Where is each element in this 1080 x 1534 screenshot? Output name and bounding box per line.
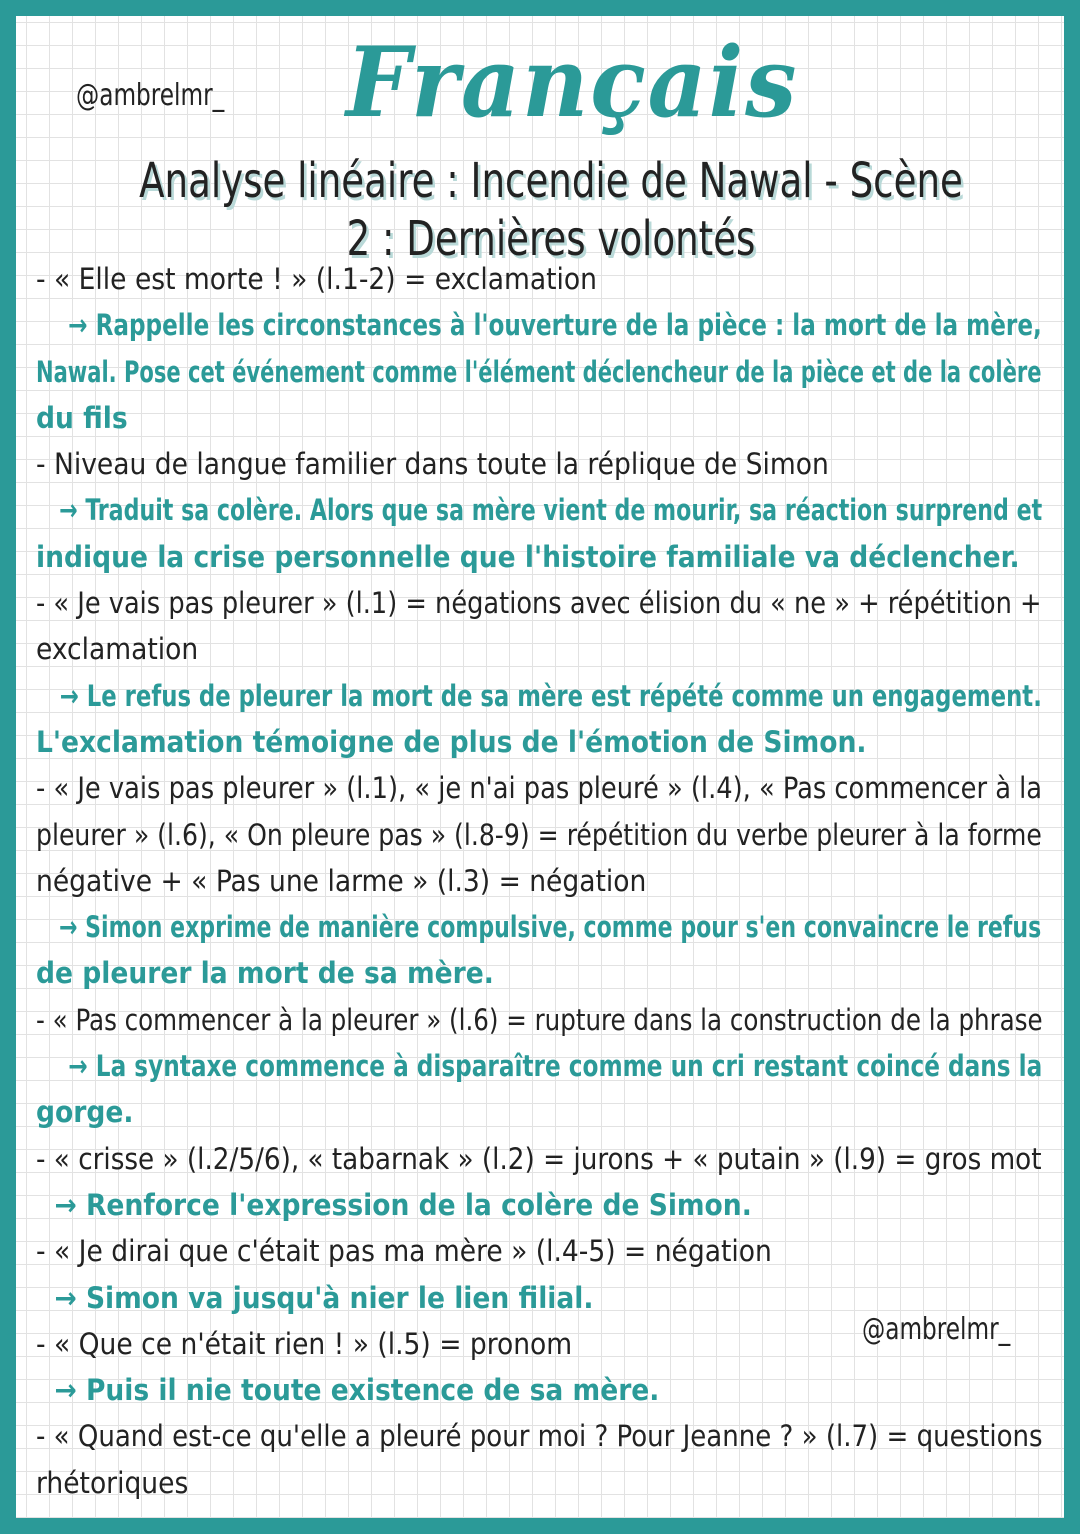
analysis-line: → Simon exprime de manière compulsive, comme pour s'en convaincre le refus [36,910,1042,945]
quote-line: - « Pas commencer à la pleurer » (l.6) = rupture dans la construction de la phrase [36,1002,1043,1037]
notes-sheet [16,16,1064,1518]
analysis-line: Nawal. Pose cet événement comme l'élément déclencheur de la pièce et de la colère [36,354,1042,389]
analysis-line: → Rappelle les circonstances à l'ouverture de la pièce : la mort de la mère, [36,308,1042,343]
analysis-line: L'exclamation témoigne de plus de l'émotion de Simon. [36,724,867,759]
analysis-line: → Traduit sa colère. Alors que sa mère vient de mourir, sa réaction surprend et [36,493,1043,528]
analysis-line: → Puis il nie toute existence de sa mère. [36,1373,660,1408]
quote-line: - « Elle est morte ! » (l.1-2) = exclamation [36,262,597,296]
quote-line: - « crisse » (l.2/5/6), « tabarnak » (l.2) = jurons + « putain » (l.9) = gros mot [36,1141,1042,1176]
author-handle: @ambrelmr_ [76,78,225,113]
quote-line: - « Quand est-ce qu'elle a pleuré pour moi ? Pour Jeanne ? » (l.7) = questions [36,1419,1043,1454]
quote-line: - « Je vais pas pleurer » (l.1), « je n'ai pas pleuré » (l.4), « Pas commencer à la [36,771,1043,806]
analysis-line: de pleurer la mort de sa mère. [36,956,494,991]
quote-line: rhétoriques [36,1465,189,1500]
quote-line: - Niveau de langue familier dans toute la réplique de Simon [36,447,829,482]
quote-line: exclamation [36,632,199,667]
analysis-line: → La syntaxe commence à disparaître comme un cri restant coincé dans la [36,1049,1043,1084]
page-title: Analyse linéaire : Incendie de Nawal - Scène 2 : Dernières volontés [139,153,963,267]
analysis-line: indique la crise personnelle que l'histoire familiale va déclencher. [36,539,1020,574]
quote-line: - « Je vais pas pleurer » (l.1) = négations avec élision du « ne » + répétition + [36,586,1042,621]
analysis-line: du fils [36,400,128,435]
quote-line: - « Je dirai que c'était pas ma mère » (l.4-5) = négation [36,1234,772,1269]
analysis-line: → Renforce l'expression de la colère de Simon. [36,1187,752,1222]
analysis-line: gorge. [36,1095,134,1130]
quote-line: - « Que ce n'était rien ! » (l.5) = pronom [36,1326,573,1361]
quote-line: négative + « Pas une larme » (l.3) = négation [36,863,647,898]
quote-line: pleurer » (l.6), « On pleure pas » (l.8-9) = répétition du verbe pleurer à la forme [36,817,1042,852]
analysis-line: → Simon va jusqu'à nier le lien filial. [36,1280,594,1315]
analysis-line: → Le refus de pleurer la mort de sa mère est répété comme un engagement. [36,678,1042,713]
subject-title: Français [346,26,799,139]
author-handle-footer: @ambrelmr_ [862,1312,1011,1347]
